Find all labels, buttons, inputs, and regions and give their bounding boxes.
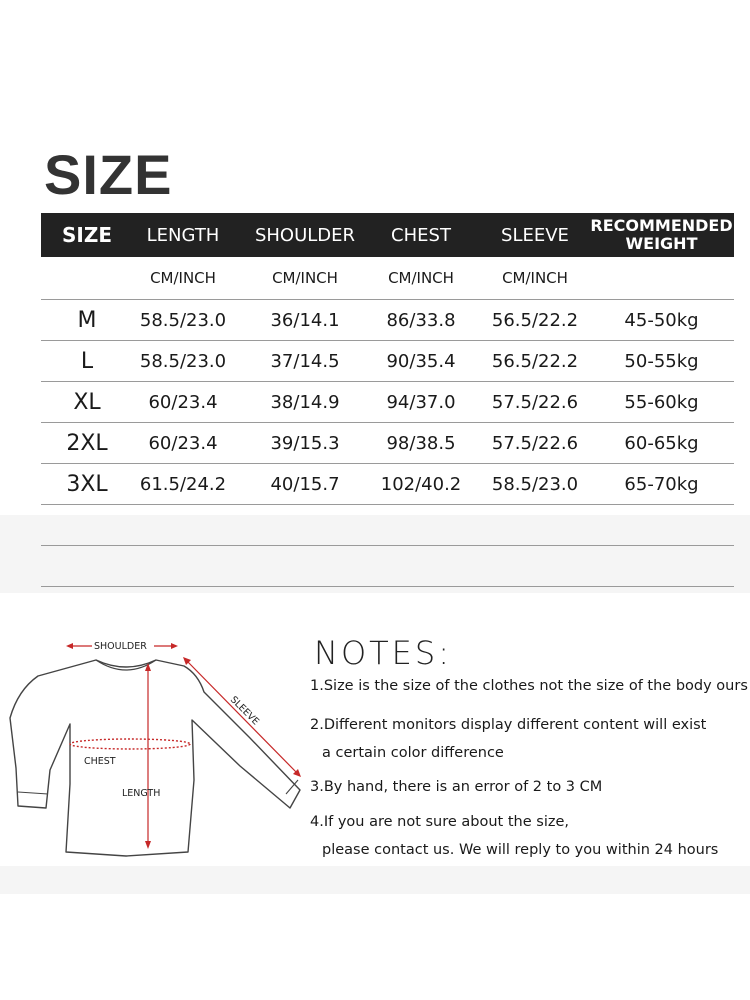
shoulder-label: SHOULDER bbox=[94, 641, 147, 652]
table-row bbox=[41, 382, 734, 423]
unit-length: CM/INCH bbox=[150, 269, 216, 287]
cell-weight: 55-60kg bbox=[624, 391, 699, 413]
cell-chest: 102/40.2 bbox=[380, 473, 462, 495]
cell-length: 61.5/24.2 bbox=[139, 473, 227, 495]
cell-chest: 94/37.0 bbox=[386, 391, 456, 413]
cell-shoulder: 39/15.3 bbox=[270, 432, 340, 454]
cell-weight: 65-70kg bbox=[624, 473, 699, 495]
cell-length: 58.5/23.0 bbox=[139, 309, 227, 331]
units-row bbox=[41, 257, 734, 300]
header-sleeve: SLEEVE bbox=[501, 224, 569, 246]
cell-length: 60/23.4 bbox=[148, 432, 218, 454]
table-header-row bbox=[41, 213, 734, 257]
sleeve-label: SLEEVE bbox=[227, 694, 262, 728]
note-2-continued: a certain color difference bbox=[322, 745, 504, 761]
length-label: LENGTH bbox=[122, 788, 161, 799]
cell-shoulder: 37/14.5 bbox=[270, 350, 340, 372]
shirt-measurement-diagram bbox=[8, 630, 304, 860]
table-row-empty bbox=[41, 505, 734, 546]
cell-sleeve: 57.5/22.6 bbox=[491, 432, 579, 454]
table-row-empty bbox=[41, 546, 734, 587]
cell-length: 58.5/23.0 bbox=[139, 350, 227, 372]
cell-chest: 90/35.4 bbox=[386, 350, 456, 372]
unit-shoulder: CM/INCH bbox=[272, 269, 338, 287]
shoulder-arrowhead-left bbox=[66, 643, 73, 649]
note-4: 4.If you are not sure about the size, bbox=[310, 814, 569, 830]
cell-size: M bbox=[77, 307, 97, 333]
notes-title: NOTES: bbox=[314, 634, 452, 672]
cell-chest: 98/38.5 bbox=[386, 432, 456, 454]
header-recommended-weight bbox=[589, 213, 734, 257]
cell-size: XL bbox=[73, 389, 101, 415]
shoulder-arrowhead-right bbox=[171, 643, 178, 649]
size-chart-table bbox=[41, 213, 734, 587]
note-3: 3.By hand, there is an error of 2 to 3 CM bbox=[310, 779, 603, 795]
header-chest: CHEST bbox=[391, 224, 451, 246]
background-band-bottom bbox=[0, 866, 750, 894]
header-length: LENGTH bbox=[146, 224, 220, 246]
cell-weight: 60-65kg bbox=[624, 432, 699, 454]
cell-sleeve: 56.5/22.2 bbox=[491, 309, 579, 331]
header-shoulder: SHOULDER bbox=[254, 224, 356, 246]
page-title: SIZE bbox=[44, 143, 173, 206]
chest-label: CHEST bbox=[84, 756, 116, 767]
header-recommended-line1: RECOMMENDED bbox=[590, 216, 733, 235]
header-size: SIZE bbox=[61, 222, 112, 247]
cell-weight: 45-50kg bbox=[624, 309, 699, 331]
shirt-outline bbox=[10, 660, 300, 856]
note-2: 2.Different monitors display different content will exist bbox=[310, 717, 707, 733]
table-row bbox=[41, 341, 734, 382]
cell-size: 3XL bbox=[66, 471, 108, 497]
cell-length: 60/23.4 bbox=[148, 391, 218, 413]
cell-sleeve: 56.5/22.2 bbox=[491, 350, 579, 372]
cell-sleeve: 58.5/23.0 bbox=[491, 473, 579, 495]
note-1: 1.Size is the size of the clothes not the size of the body ours bbox=[310, 678, 748, 694]
header-recommended-line2: WEIGHT bbox=[625, 234, 698, 253]
note-4-continued: please contact us. We will reply to you within 24 hours bbox=[322, 842, 719, 858]
cell-shoulder: 40/15.7 bbox=[270, 473, 340, 495]
cell-shoulder: 38/14.9 bbox=[270, 391, 340, 413]
table-row bbox=[41, 464, 734, 505]
cell-shoulder: 36/14.1 bbox=[270, 309, 340, 331]
table-row bbox=[41, 423, 734, 464]
cell-sleeve: 57.5/22.6 bbox=[491, 391, 579, 413]
unit-chest: CM/INCH bbox=[388, 269, 454, 287]
unit-sleeve: CM/INCH bbox=[502, 269, 568, 287]
cell-weight: 50-55kg bbox=[624, 350, 699, 372]
cell-size: 2XL bbox=[66, 430, 108, 456]
table-row bbox=[41, 300, 734, 341]
cell-size: L bbox=[80, 348, 94, 374]
cell-chest: 86/33.8 bbox=[386, 309, 456, 331]
